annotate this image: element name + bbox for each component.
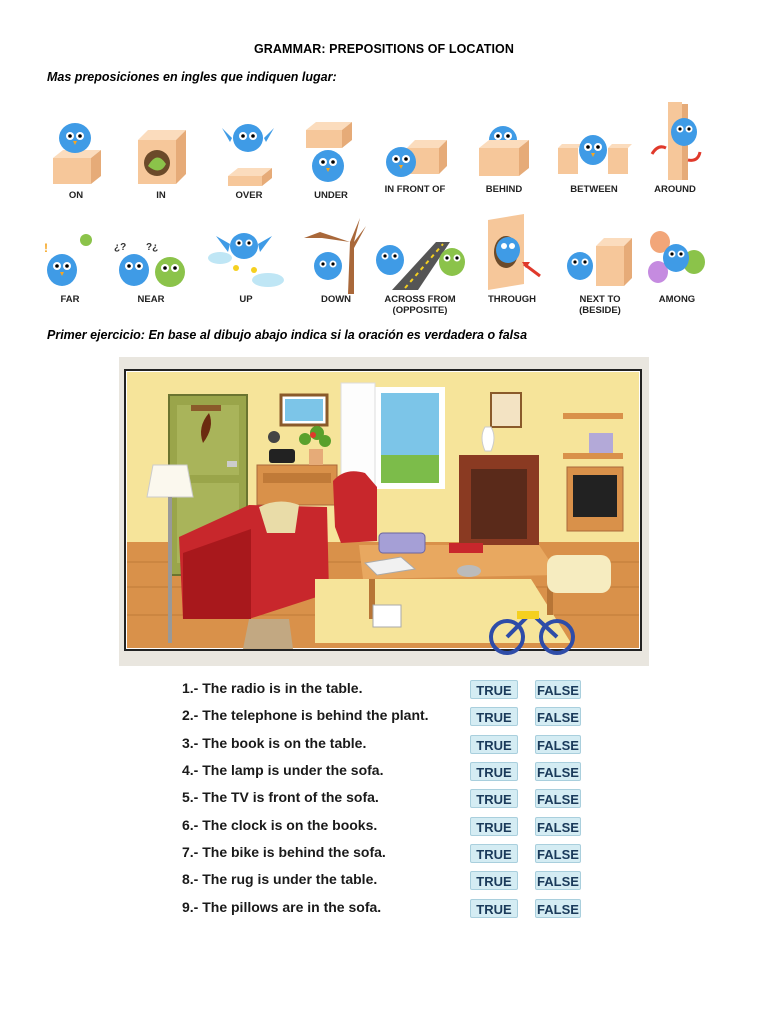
- owl-up-clouds-icon: [206, 224, 286, 294]
- false-button-5[interactable]: FALSE: [535, 789, 581, 808]
- prep-under: UNDER: [300, 118, 362, 201]
- owls-across-road-icon: [372, 228, 468, 294]
- envelope-icon: [373, 605, 401, 627]
- true-button-3[interactable]: TRUE: [470, 735, 518, 754]
- basket-icon: [589, 433, 613, 453]
- prep-around: AROUND: [644, 100, 706, 195]
- owl-between-boxes-icon: [556, 118, 632, 184]
- false-button-1[interactable]: FALSE: [535, 680, 581, 699]
- false-button-7[interactable]: FALSE: [535, 844, 581, 863]
- owl-next-to-box-icon: [562, 228, 638, 294]
- prep-behind: BEHIND: [473, 118, 535, 195]
- plant-pot-icon: [309, 449, 323, 465]
- false-button-2[interactable]: FALSE: [535, 707, 581, 726]
- question-1: 1.- The radio is in the table.: [182, 680, 363, 696]
- owl-in-front-of-box-icon: [377, 118, 453, 184]
- owls-near-icon: [110, 228, 192, 294]
- true-button-4[interactable]: TRUE: [470, 762, 518, 781]
- question-5: 5.- The TV is front of the sofa.: [182, 789, 379, 805]
- prep-down: DOWN: [300, 212, 372, 305]
- false-button-4[interactable]: FALSE: [535, 762, 581, 781]
- prep-over: OVER: [218, 118, 280, 201]
- prep-near: ¿? ?¿ NEAR: [110, 228, 192, 305]
- true-button-9[interactable]: TRUE: [470, 899, 518, 918]
- vase-icon: [482, 427, 494, 451]
- prep-across-from: ACROSS FROM (OPPOSITE): [372, 228, 468, 316]
- true-button-7[interactable]: TRUE: [470, 844, 518, 863]
- question-7: 7.- The bike is behind the sofa.: [182, 844, 386, 860]
- question-6: 6.- The clock is on the books.: [182, 817, 378, 833]
- true-button-2[interactable]: TRUE: [470, 707, 518, 726]
- question-8: 8.- The rug is under the table.: [182, 871, 378, 887]
- false-button-8[interactable]: FALSE: [535, 871, 581, 890]
- prep-among: AMONG: [644, 222, 710, 305]
- prep-up: UP: [206, 224, 286, 305]
- prep-through: THROUGH: [480, 212, 544, 305]
- prep-between: BETWEEN: [556, 118, 632, 195]
- false-button-6[interactable]: FALSE: [535, 817, 581, 836]
- can-icon: [457, 565, 481, 577]
- true-button-5[interactable]: TRUE: [470, 789, 518, 808]
- tv-icon: [573, 475, 617, 517]
- owl-behind-box-icon: [473, 118, 535, 184]
- living-room-illustration: [119, 357, 649, 666]
- question-3: 3.- The book is on the table.: [182, 735, 367, 751]
- clock-icon: [268, 431, 280, 443]
- owl-under-box-icon: [300, 118, 362, 190]
- owl-in-box-icon: [130, 118, 192, 190]
- prep-in-front-of: IN FRONT OF: [377, 118, 453, 195]
- exercise-title: Primer ejercicio: En base al dibujo abajo indica si la oración es verdadera o falsa: [47, 328, 528, 342]
- book-icon: [449, 543, 483, 553]
- lamp-icon: [147, 465, 193, 497]
- svg-text:?¿: ?¿: [146, 242, 159, 253]
- question-4: 4.- The lamp is under the sofa.: [182, 762, 384, 778]
- question-2: 2.- The telephone is behind the plant.: [182, 707, 429, 723]
- false-button-3[interactable]: FALSE: [535, 735, 581, 754]
- owl-down-tree-icon: [300, 212, 372, 294]
- armchair-icon: [333, 471, 377, 543]
- pouf-icon: [547, 555, 611, 593]
- prep-on: ON: [45, 118, 107, 201]
- section-subtitle: Mas preposiciones en ingles que indiquen lugar:: [47, 70, 337, 84]
- page-title: GRAMMAR: PREPOSITIONS OF LOCATION: [253, 42, 514, 56]
- question-9: 9.- The pillows are in the sofa.: [182, 899, 382, 915]
- false-button-9[interactable]: FALSE: [535, 899, 581, 918]
- true-button-8[interactable]: TRUE: [470, 871, 518, 890]
- owl-around-post-icon: [644, 100, 706, 184]
- prep-in: IN: [130, 118, 192, 201]
- svg-text:¿?: ¿?: [114, 242, 127, 253]
- svg-text:!: !: [44, 241, 48, 255]
- true-button-1[interactable]: TRUE: [470, 680, 518, 699]
- true-button-6[interactable]: TRUE: [470, 817, 518, 836]
- radio-icon: [379, 533, 425, 553]
- owl-through-box-icon: [480, 212, 544, 294]
- owls-among-icon: [644, 222, 710, 294]
- prep-next-to: NEXT TO (BESIDE): [562, 228, 638, 316]
- box-icon: [243, 619, 293, 649]
- prep-far: ! FAR: [40, 228, 100, 305]
- owl-on-box-icon: [45, 118, 107, 190]
- telephone-icon: [269, 449, 295, 463]
- owls-far-icon: [40, 228, 100, 294]
- owl-over-box-icon: [218, 118, 280, 190]
